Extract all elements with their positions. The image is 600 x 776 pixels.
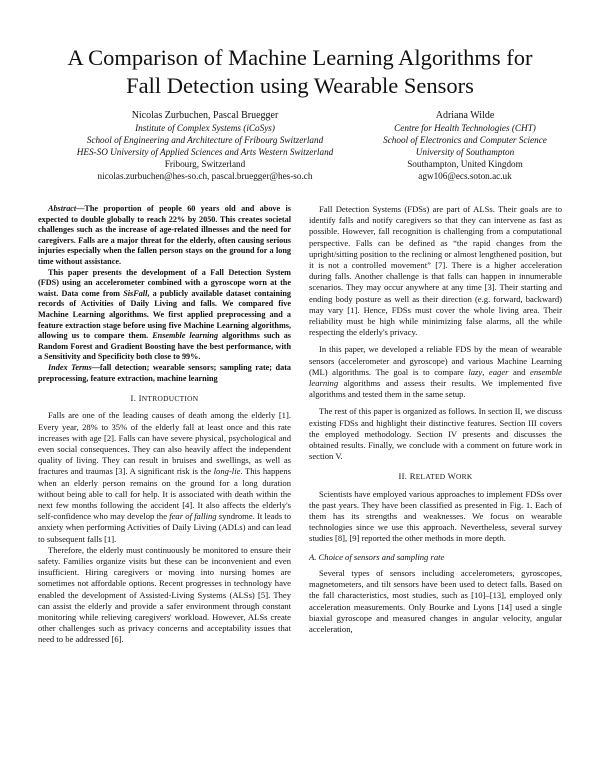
abstract-paragraph-2: This paper presents the development of a Fall Detection System (FDS) using an accelerometer combined with a gyroscope worn at the waist. Data come from SisFall, a publicly available dataset containing records of Activities of Daily Living and falls. We compared five Machine Learning algorithms. We first applied preprocessing and a feature extraction stage before using five Machine Learning algorithms, allowing us to compare them. Ensemble learning algorithms such as Random Forest and Gradient Boosting have the best performance, with a Sensitivity and Specificity both close to 99%. bbox=[38, 267, 291, 362]
affiliation-right-1: Centre for Health Technologies (CHT) bbox=[394, 123, 536, 133]
contribution-paragraph: In this paper, we developed a reliable FDS by the mean of wearable sensors (accelerometer and gyroscope) and various Machine Learning (ML) algorithms. The goal is to compare lazy, eager and ensemble learning algorithms and assess their results. We implemented five algorithms and tested them in the same setup. bbox=[309, 344, 562, 400]
city-left: Fribourg, Switzerland bbox=[164, 159, 246, 169]
organization-paragraph: The rest of this paper is organized as follows. In section II, we discuss existing FDSs and highlight their distinctive features. Section III covers the employed methodology. Section IV presents and discusses the obtained results. Finally, we conclude with a comment on future work in section V. bbox=[309, 406, 562, 462]
author-names-left: Nicolas Zurbuchen, Pascal Bruegger bbox=[131, 110, 279, 121]
subsection-heading-sensors: A. Choice of sensors and sampling rate bbox=[309, 551, 445, 562]
author-names-right: Adriana Wilde bbox=[435, 110, 495, 121]
city-right: Southampton, United Kingdom bbox=[407, 159, 523, 169]
intro-paragraph-1: Falls are one of the leading causes of death among the elderly [1]. Every year, 28% to 35% of the elderly fall at least once and this rate increases with age [2]. Falls can have severe physical, psychological and even social consequences. They can also heavily affect the independent quality of living. They can result in bruises and swellings, as well as fractures and traumas [3]. A significant risk is the long-lie. This happens when an elderly person remains on the ground for a long duration without being able to call for help. It is associated with death within the next few months following the accident [4]. It also affects the elderly's self-confidence who may develop the fear of falling syndrome. It leads to anxiety when performing Activities of Daily Living (ADLs) and can lead to subsequent falls [1]. bbox=[38, 410, 291, 544]
section-heading-related-work: II. RELATED WORK bbox=[398, 471, 473, 482]
title-line-1: A Comparison of Machine Learning Algorithms for bbox=[67, 45, 533, 70]
abstract-paragraph-1: Abstract—The proportion of people 60 years old and above is expected to double globally to reach 22% by 2050. This creates societal challenges such as the increase of age-related illnesses and the need for caregivers. Falls are a major threat for the elderly, often causing serious injuries especially when the fallen person stays on the ground for a long time without assistance. bbox=[38, 204, 291, 266]
right-column bbox=[309, 204, 562, 764]
left-column bbox=[38, 204, 291, 764]
affiliation-left-2: School of Engineering and Architecture of Fribourg Switzerland bbox=[86, 135, 324, 145]
fds-paragraph: Fall Detection Systems (FDSs) are part of ALSs. Their goals are to identify falls and notify caregivers so that they can intervene as fast as possible. However, fall recognition is challenging from a computational perspective. Falls can be defined as “the rapid changes from the upright/sitting position to the reclining or almost lengthened position, but it is not a controlled movement” [7]. There is a higher acceleration during falls. Another challenge is that falls can happen in innumerable scenarios. They may occur anywhere at any time [3]. Their starting and ending body posture as well as their direction (e.g. forward, backward) may vary [1]. Hence, FDSs must cover the whole living area. Their reliability must be high while minimizing false alarms, all the while respecting the elderly's privacy. bbox=[309, 204, 562, 338]
author-block-left bbox=[40, 110, 370, 182]
affiliation-right-2: School of Electronics and Computer Science bbox=[383, 135, 547, 145]
email-left: nicolas.zurbuchen@hes-so.ch, pascal.bruegger@hes-so.ch bbox=[97, 171, 313, 181]
author-section bbox=[40, 110, 560, 196]
email-right: agw106@ecs.soton.ac.uk bbox=[418, 171, 512, 181]
title-line-2: Fall Detection using Wearable Sensors bbox=[126, 73, 474, 98]
index-terms: Index Terms—fall detection; wearable sensors; sampling rate; data preprocessing, feature extraction, machine learning bbox=[38, 362, 292, 383]
index-terms-label: Index Terms bbox=[48, 362, 92, 372]
sensors-paragraph: Several types of sensors including accelerometers, gyroscopes, magnetometers, and tilt sensors have been used to detect falls. Based on the fall characteristics, most studies, such as [10]–[13], employed only acceleration measurements. Only Bourke and Lyons [14] used a single biaxial gyroscope and measured changes in angular velocity, angular acceleration, bbox=[309, 567, 562, 634]
author-block-right bbox=[370, 110, 560, 182]
affiliation-right-3: University of Southampton bbox=[415, 147, 515, 157]
section-heading-introduction: I. INTRODUCTION bbox=[130, 393, 199, 404]
related-work-paragraph: Scientists have employed various approaches to implement FDSs over the past years. They have been classified as presented in Fig. 1. Each of them has its strengths and weaknesses. We focus on wearable technologies since we use this approach. Nevertheless, several survey studies [8], [9] reported the other methods in more depth. bbox=[309, 488, 562, 544]
affiliation-left-1: Institute of Complex Systems (iCoSys) bbox=[135, 123, 275, 133]
abstract-label: Abstract bbox=[48, 204, 77, 213]
intro-paragraph-2: Therefore, the elderly must continuously be monitored to ensure their safety. Families organize visits but these can be inconvenient and even insufficient. Hiring caregivers or moving into nursing homes are sometimes not affordable options. Recent progresses in technology have enabled the development of Assisted-Living Systems (ALSs) [5]. They can assist the elderly and provide a safer environment through constant monitoring while relieving caregivers' workload. However, ALSs create other challenges such as privacy concerns and acceptability issues that need to be addressed [6]. bbox=[38, 544, 291, 645]
paper-title bbox=[30, 44, 570, 100]
affiliation-left-3: HES-SO University of Applied Sciences and Arts Western Switzerland bbox=[76, 147, 334, 157]
